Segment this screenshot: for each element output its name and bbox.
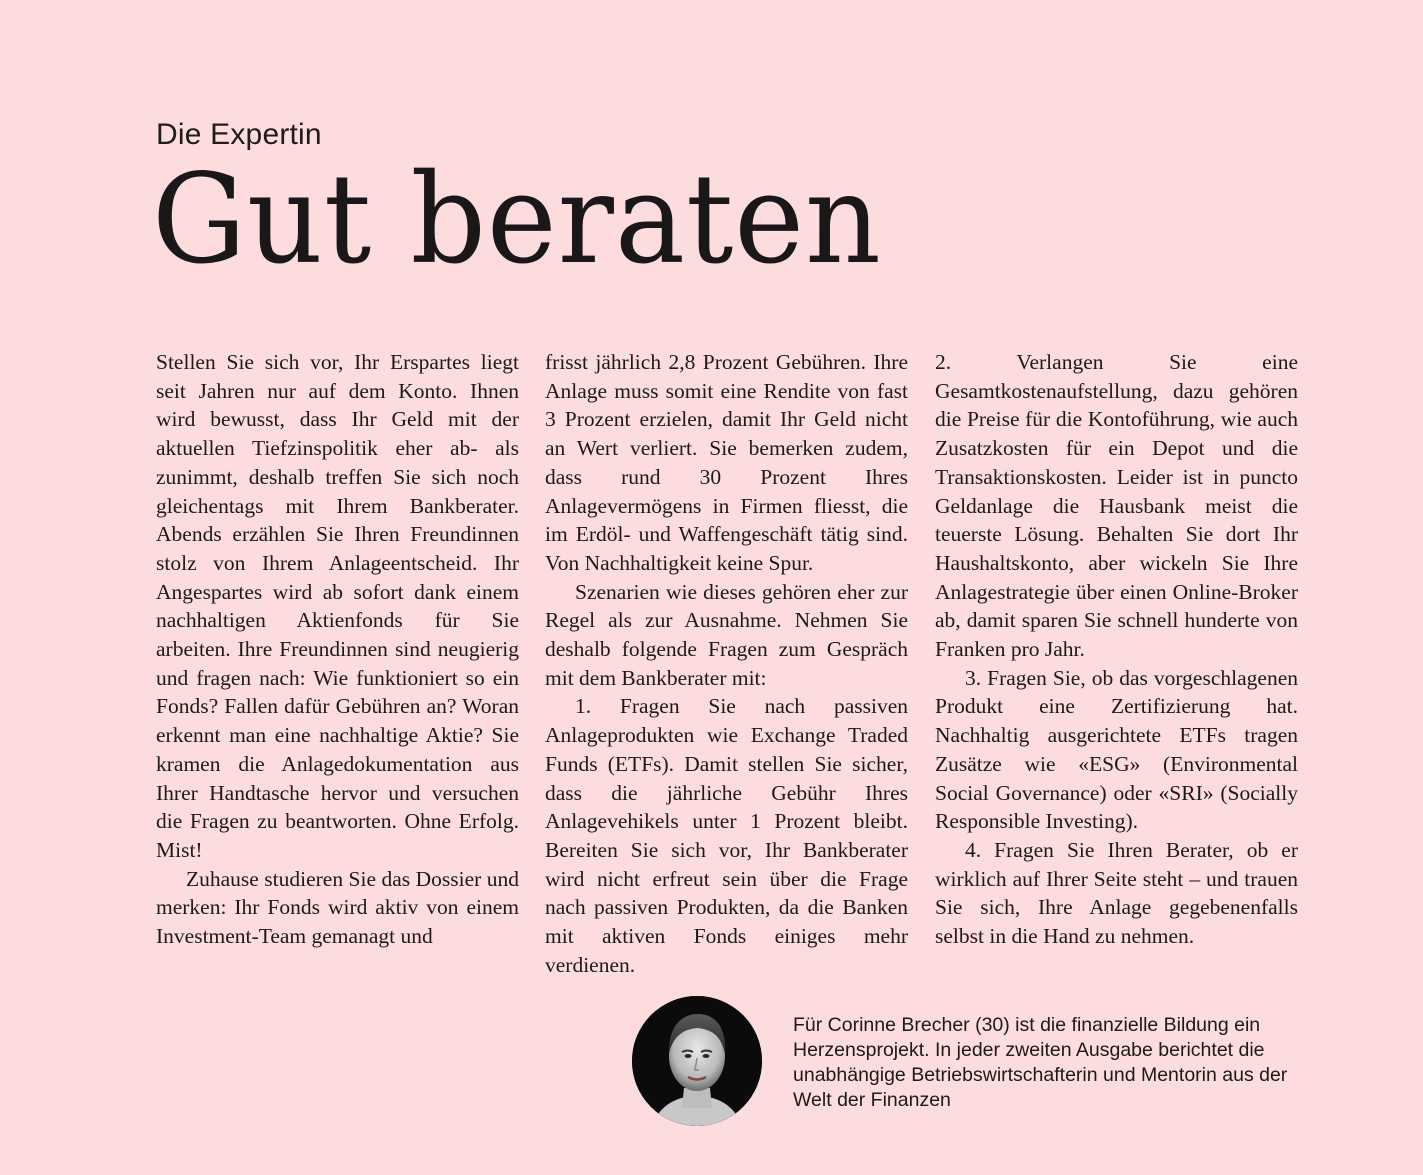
paragraph: 1. Fragen Sie nach passiven Anlageprodukten wie Exchange Traded Funds (ETFs). Damit stellen Sie sicher, dass die jährliche Gebühr Ihres Anlagevehikels unter 1 Prozent bleibt. Bereiten Sie sich vor, Ihr Bankberater wird nicht erfreut sein über die Frage nach passiven Produkten, da die Banken mit aktiven Fonds einiges mehr verdienen. bbox=[545, 694, 908, 977]
paragraph: Zuhause studieren Sie das Dossier und merken: Ihr Fonds wird aktiv von einem Investment-Team gemanagt und bbox=[156, 866, 519, 949]
paragraph: 3. Fragen Sie, ob das vorgeschlagenen Produkt eine Zertifizierung hat. Nachhaltig ausgerichtete ETFs tragen Zusätze wie «ESG» (Environmental Social Governance) oder «SRI» (Socially Responsible Investing). bbox=[935, 665, 1298, 834]
article-column-2 bbox=[545, 348, 908, 979]
article-column-1 bbox=[156, 348, 519, 951]
portrait-photo bbox=[632, 996, 762, 1126]
paragraph: Szenarien wie dieses gehören eher zur Regel als zur Ausnahme. Nehmen Sie deshalb folgende Fragen zum Gespräch mit dem Bankberater mit: bbox=[545, 579, 908, 690]
kicker: Die Expertin bbox=[156, 118, 322, 151]
paragraph: 4. Fragen Sie Ihren Berater, ob er wirklich auf Ihrer Seite steht – und trauen Sie sich, Ihre Anlage gegebenenfalls selbst in die Hand zu nehmen. bbox=[935, 837, 1298, 949]
paragraph: frisst jährlich 2,8 Prozent Gebühren. Ihre Anlage muss somit eine Rendite von fast 3 Prozent erzielen, damit Ihr Geld nicht an Wert verliert. Sie bemerken zudem, dass rund 30 Prozent Ihres Anlagevermögens in Firmen fliesst, die im Erdöl- und Waffengeschäft tätig sind. Von Nachhaltigkeit keine Spur. bbox=[545, 350, 908, 575]
avatar bbox=[632, 996, 762, 1126]
author-bio: Für Corinne Brecher (30) ist die finanzielle Bildung ein Herzensprojekt. In jeder zweiten Ausgabe berichtet die unabhängige Betriebswirtschafterin und Mentorin aus der Welt der Finanzen bbox=[793, 1014, 1288, 1111]
paragraph: Stellen Sie sich vor, Ihr Erspartes liegt seit Jahren nur auf dem Konto. Ihnen wird bewusst, dass Ihr Geld mit der aktuellen Tiefzinspolitik eher ab- als zunimmt, deshalb treffen Sie sich noch gleichentags mit Ihrem Bankberater. Abends erzählen Sie Ihren Freundinnen stolz von Ihrem Anlageentscheid. Ihr Angespartes wird ab sofort dank einem nachhaltigen Aktienfonds für Sie arbeiten. Ihre Freundinnen sind neugierig und fragen nach: Wie funktioniert so ein Fonds? Fallen dafür Gebühren an? Woran erkennt man eine nachhaltige Aktie? Sie kramen die Anlagedokumentation aus Ihrer Handtasche hervor und versuchen die Fragen zu beantworten. Ohne Erfolg. Mist! bbox=[156, 350, 519, 862]
page-title: Gut beraten bbox=[152, 148, 882, 292]
article-column-3 bbox=[935, 348, 1298, 951]
paragraph: 2. Verlangen Sie eine Gesamtkostenaufstellung, dazu gehören die Preise für die Kontoführung, wie auch Zusatzkosten für ein Depot und die Transaktionskosten. Leider ist in puncto Geldanlage die Hausbank meist die teuerste Lösung. Behalten Sie dort Ihr Haushaltskonto, aber wickeln Sie Ihre Anlagestrategie über einen Online-Broker ab, damit sparen Sie schnell hunderte von Franken pro Jahr. bbox=[935, 350, 1298, 662]
